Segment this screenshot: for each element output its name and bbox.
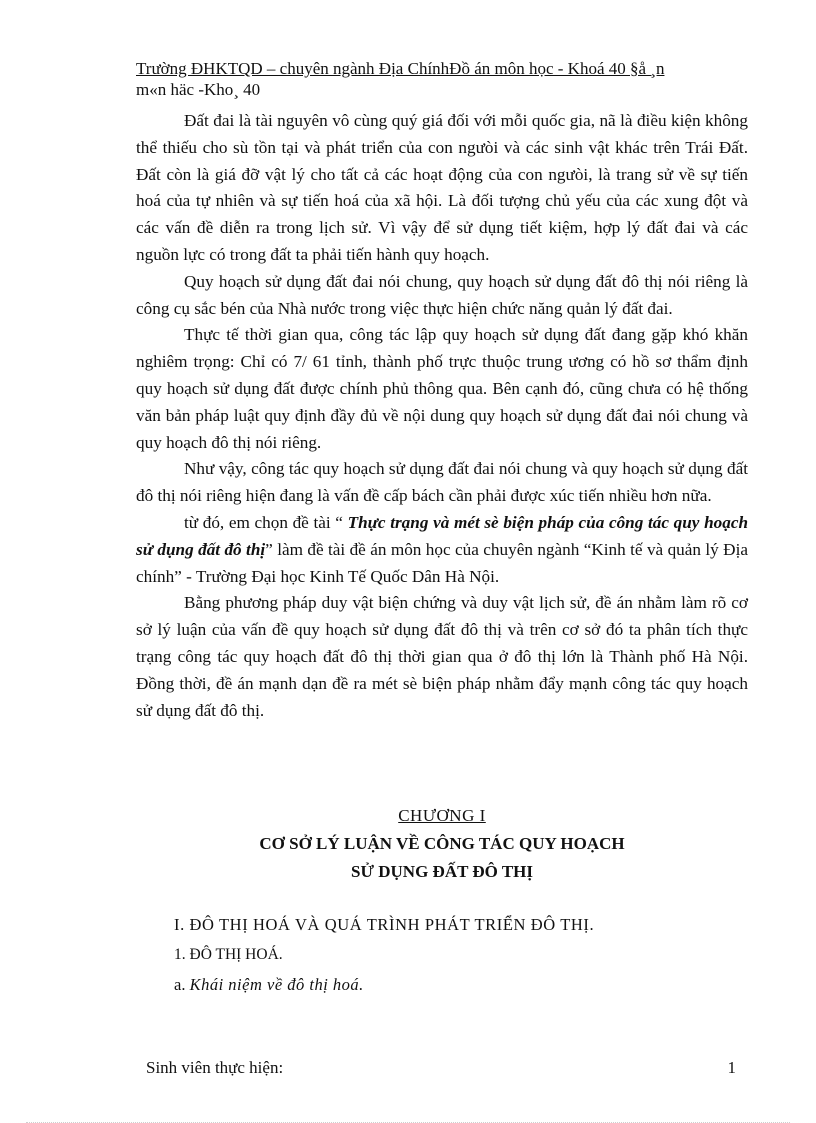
section-headings	[174, 910, 734, 1000]
footer-student-label: Sinh viên thực hiện:	[146, 1058, 284, 1077]
page-number: 1	[727, 1058, 736, 1077]
section-heading-2	[174, 940, 734, 970]
paragraph: Đất đai là tài nguyên vô cùng quý giá đối với mỗi quốc gia, nã là điều kiện không thể thiếu cho sù tồn tại và phát triển của con ngưòi và các sinh vật khác trên Trái Đất. Đất còn là giá đỡ vật lý cho tất cả các hoạt động của con ngưòi, là trang sử về sự tiến hoá của tự nhiên và sự tiến hoá của xã hội. Là đối tượng chủ yếu của các xung đột và các vấn đề diễn ra trong lịch sử. Vì vậy để sử dụng tiết kiệm, hợp lý đất đai và các nguồn lực có trong đất ta phải tiến hành quy hoạch.	[136, 111, 748, 264]
topic-outro: ” làm đề tài đề án môn học của chuyên ngành “Kinh tế và quản lý Địa chính” - Trường Đại học Kinh Tế Quốc Dân Hà Nội.	[136, 539, 748, 586]
paragraph: Quy hoạch sử dụng đất đai nói chung, quy hoạch sử dụng đất đô thị nói riêng là công cụ sắc bén của Nhà nước trong việc thực hiện chức năng quản lý đất đai.	[136, 271, 748, 318]
page-footer	[146, 1058, 736, 1078]
chapter-label: CHƯƠNG I	[398, 806, 486, 825]
chapter-title-line-1: CƠ SỞ LÝ LUẬN VỀ CÔNG TÁC QUY HOẠCH	[259, 834, 625, 853]
paragraph: Như vậy, công tác quy hoạch sử dụng đất đai nói chung và quy hoạch sử dụng đất đô thị nói riêng hiện đang là vấn đề cấp bách cần phải được xúc tiến nhiều hơn nữa.	[136, 459, 748, 506]
section-subtitle: Khái niệm về đô thị hoá.	[189, 975, 364, 994]
topic-intro: từ đó, em chọn đề tài “	[184, 512, 348, 532]
chapter-heading	[136, 802, 748, 886]
header-line-2: m«n häc -Kho¸ 40	[136, 80, 261, 99]
paragraph: Thực tế thời gian qua, công tác lập quy hoạch sử dụng đất đang gặp khó khăn nghiêm trọng: Chỉ có 7/ 61 tỉnh, thành phố trực thuộc trung ương có hồ sơ thẩm định quy hoạch sử dụng đất được chính phủ thông qua. Bên cạnh đó, cũng chưa có hệ thống văn bản pháp luật quy định đầy đủ về nội dung quy hoạch sử dụng đất đai nói chung và quy hoạch đô thị nói riêng.	[136, 325, 748, 452]
page-header	[136, 58, 756, 100]
section-heading-3	[174, 970, 734, 1000]
body-text	[136, 108, 748, 724]
paragraph: Bằng phương pháp duy vật biện chứng và duy vật lịch sử, đề án nhằm làm rõ cơ sở lý luận của vấn đề quy hoạch sử dụng đất đô thị và trên cơ sở đó ta phân tích thực trạng công tác quy hoạch đất đô thị thời gian qua ở đô thị lớn là Thành phố Hà Nội. Đồng thời, đề án mạnh dạn đề ra mét sè biện pháp nhằm đẩy mạnh công tác quy hoạch sử dụng đất đô thị.	[136, 593, 748, 720]
section-title: ĐÔ THỊ HOÁ.	[189, 946, 283, 963]
section-letter: a.	[174, 975, 190, 994]
paragraph-topic	[136, 510, 748, 590]
section-heading-1: I. ĐÔ THỊ HOÁ VÀ QUÁ TRÌNH PHÁT TRIỂN ĐÔ THỊ.	[174, 915, 595, 934]
topic-title: Thực trạng và mét sè biện pháp của công tác quy hoạch sử dụng đất đô thị	[136, 512, 749, 559]
chapter-title-line-2: SỬ DỤNG ĐẤT ĐÔ THỊ	[351, 862, 533, 881]
header-line-1: Trường ĐHKTQD – chuyên ngành Địa ChínhĐồ án môn học - Khoá 40 §å ¸n	[136, 59, 665, 78]
section-number: 1.	[174, 946, 190, 963]
